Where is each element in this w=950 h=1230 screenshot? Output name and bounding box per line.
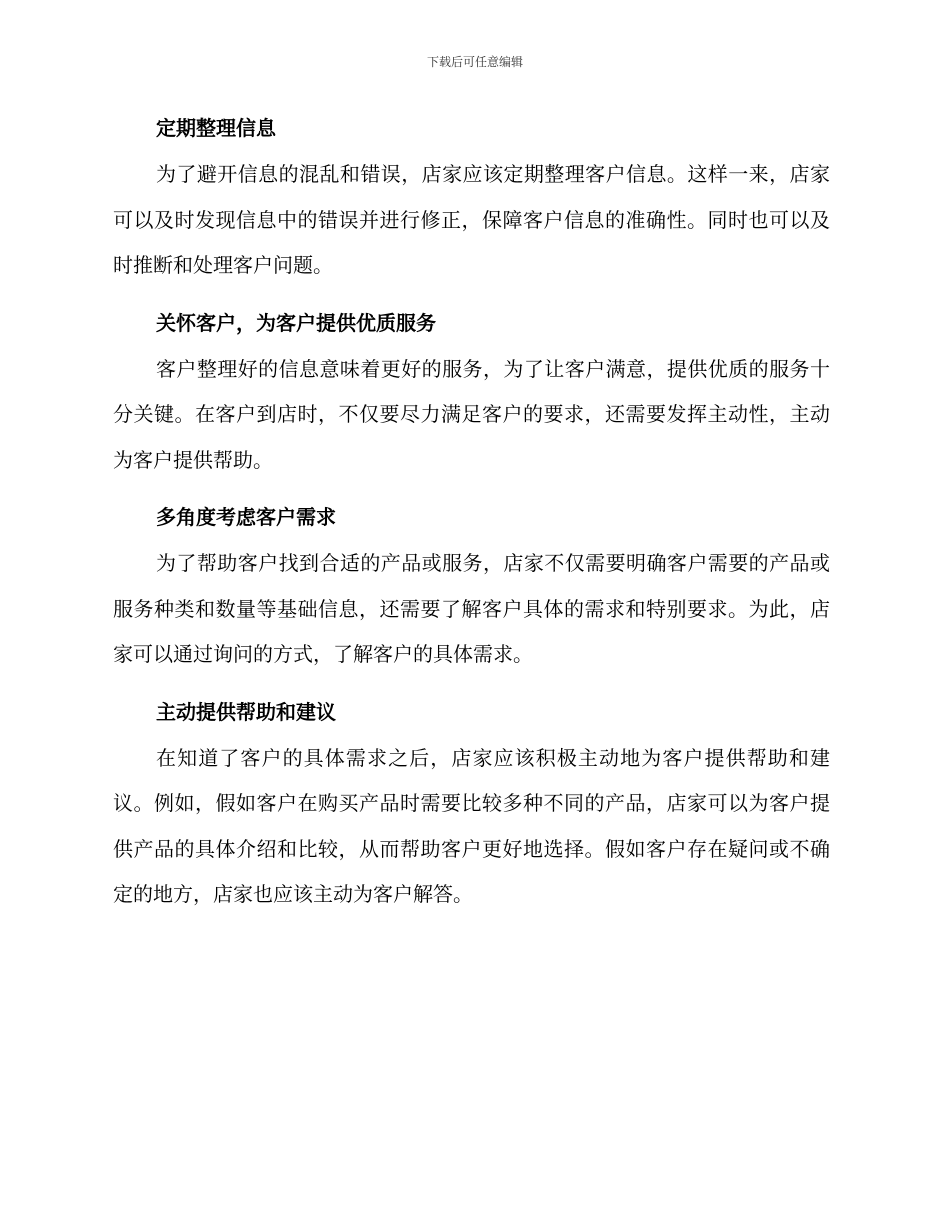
section-customer-needs <box>113 493 830 678</box>
section-paragraph: 客户整理好的信息意味着更好的服务，为了让客户满意，提供优质的服务十分关键。在客户到店时，不仅要尽力满足客户的要求，还需要发挥主动性，主动为客户提供帮助。 <box>113 356 830 472</box>
section-heading: 关怀客户，为客户提供优质服务 <box>156 310 436 335</box>
section-paragraph: 在知道了客户的具体需求之后，店家应该积极主动地为客户提供帮助和建议。例如，假如客户在购买产品时需要比较多种不同的产品，店家可以为客户提供产品的具体介绍和比较，从而帮助客户更好地选择。假如客户存在疑问或不确定的地方，店家也应该主动为客户解答。 <box>113 745 830 906</box>
page-header: 下载后可任意编辑 <box>426 55 523 69</box>
document-content <box>113 104 830 928</box>
section-proactive-help <box>113 688 830 918</box>
section-paragraph: 为了帮助客户找到合适的产品或服务，店家不仅需要明确客户需要的产品或服务种类和数量等基础信息，还需要了解客户具体的需求和特别要求。为此，店家可以通过询问的方式，了解客户的具体需求。 <box>113 551 830 666</box>
section-heading: 定期整理信息 <box>156 116 276 140</box>
section-customer-care <box>113 299 830 484</box>
section-regular-info-organizing <box>113 104 830 289</box>
section-paragraph: 为了避开信息的混乱和错误，店家应该定期整理客户信息。这样一来，店家可以及时发现信息中的错误并进行修正，保障客户信息的准确性。同时也可以及时推断和处理客户问题。 <box>113 162 830 277</box>
section-heading: 主动提供帮助和建议 <box>156 699 336 724</box>
section-heading: 多角度考虑客户需求 <box>156 505 336 529</box>
